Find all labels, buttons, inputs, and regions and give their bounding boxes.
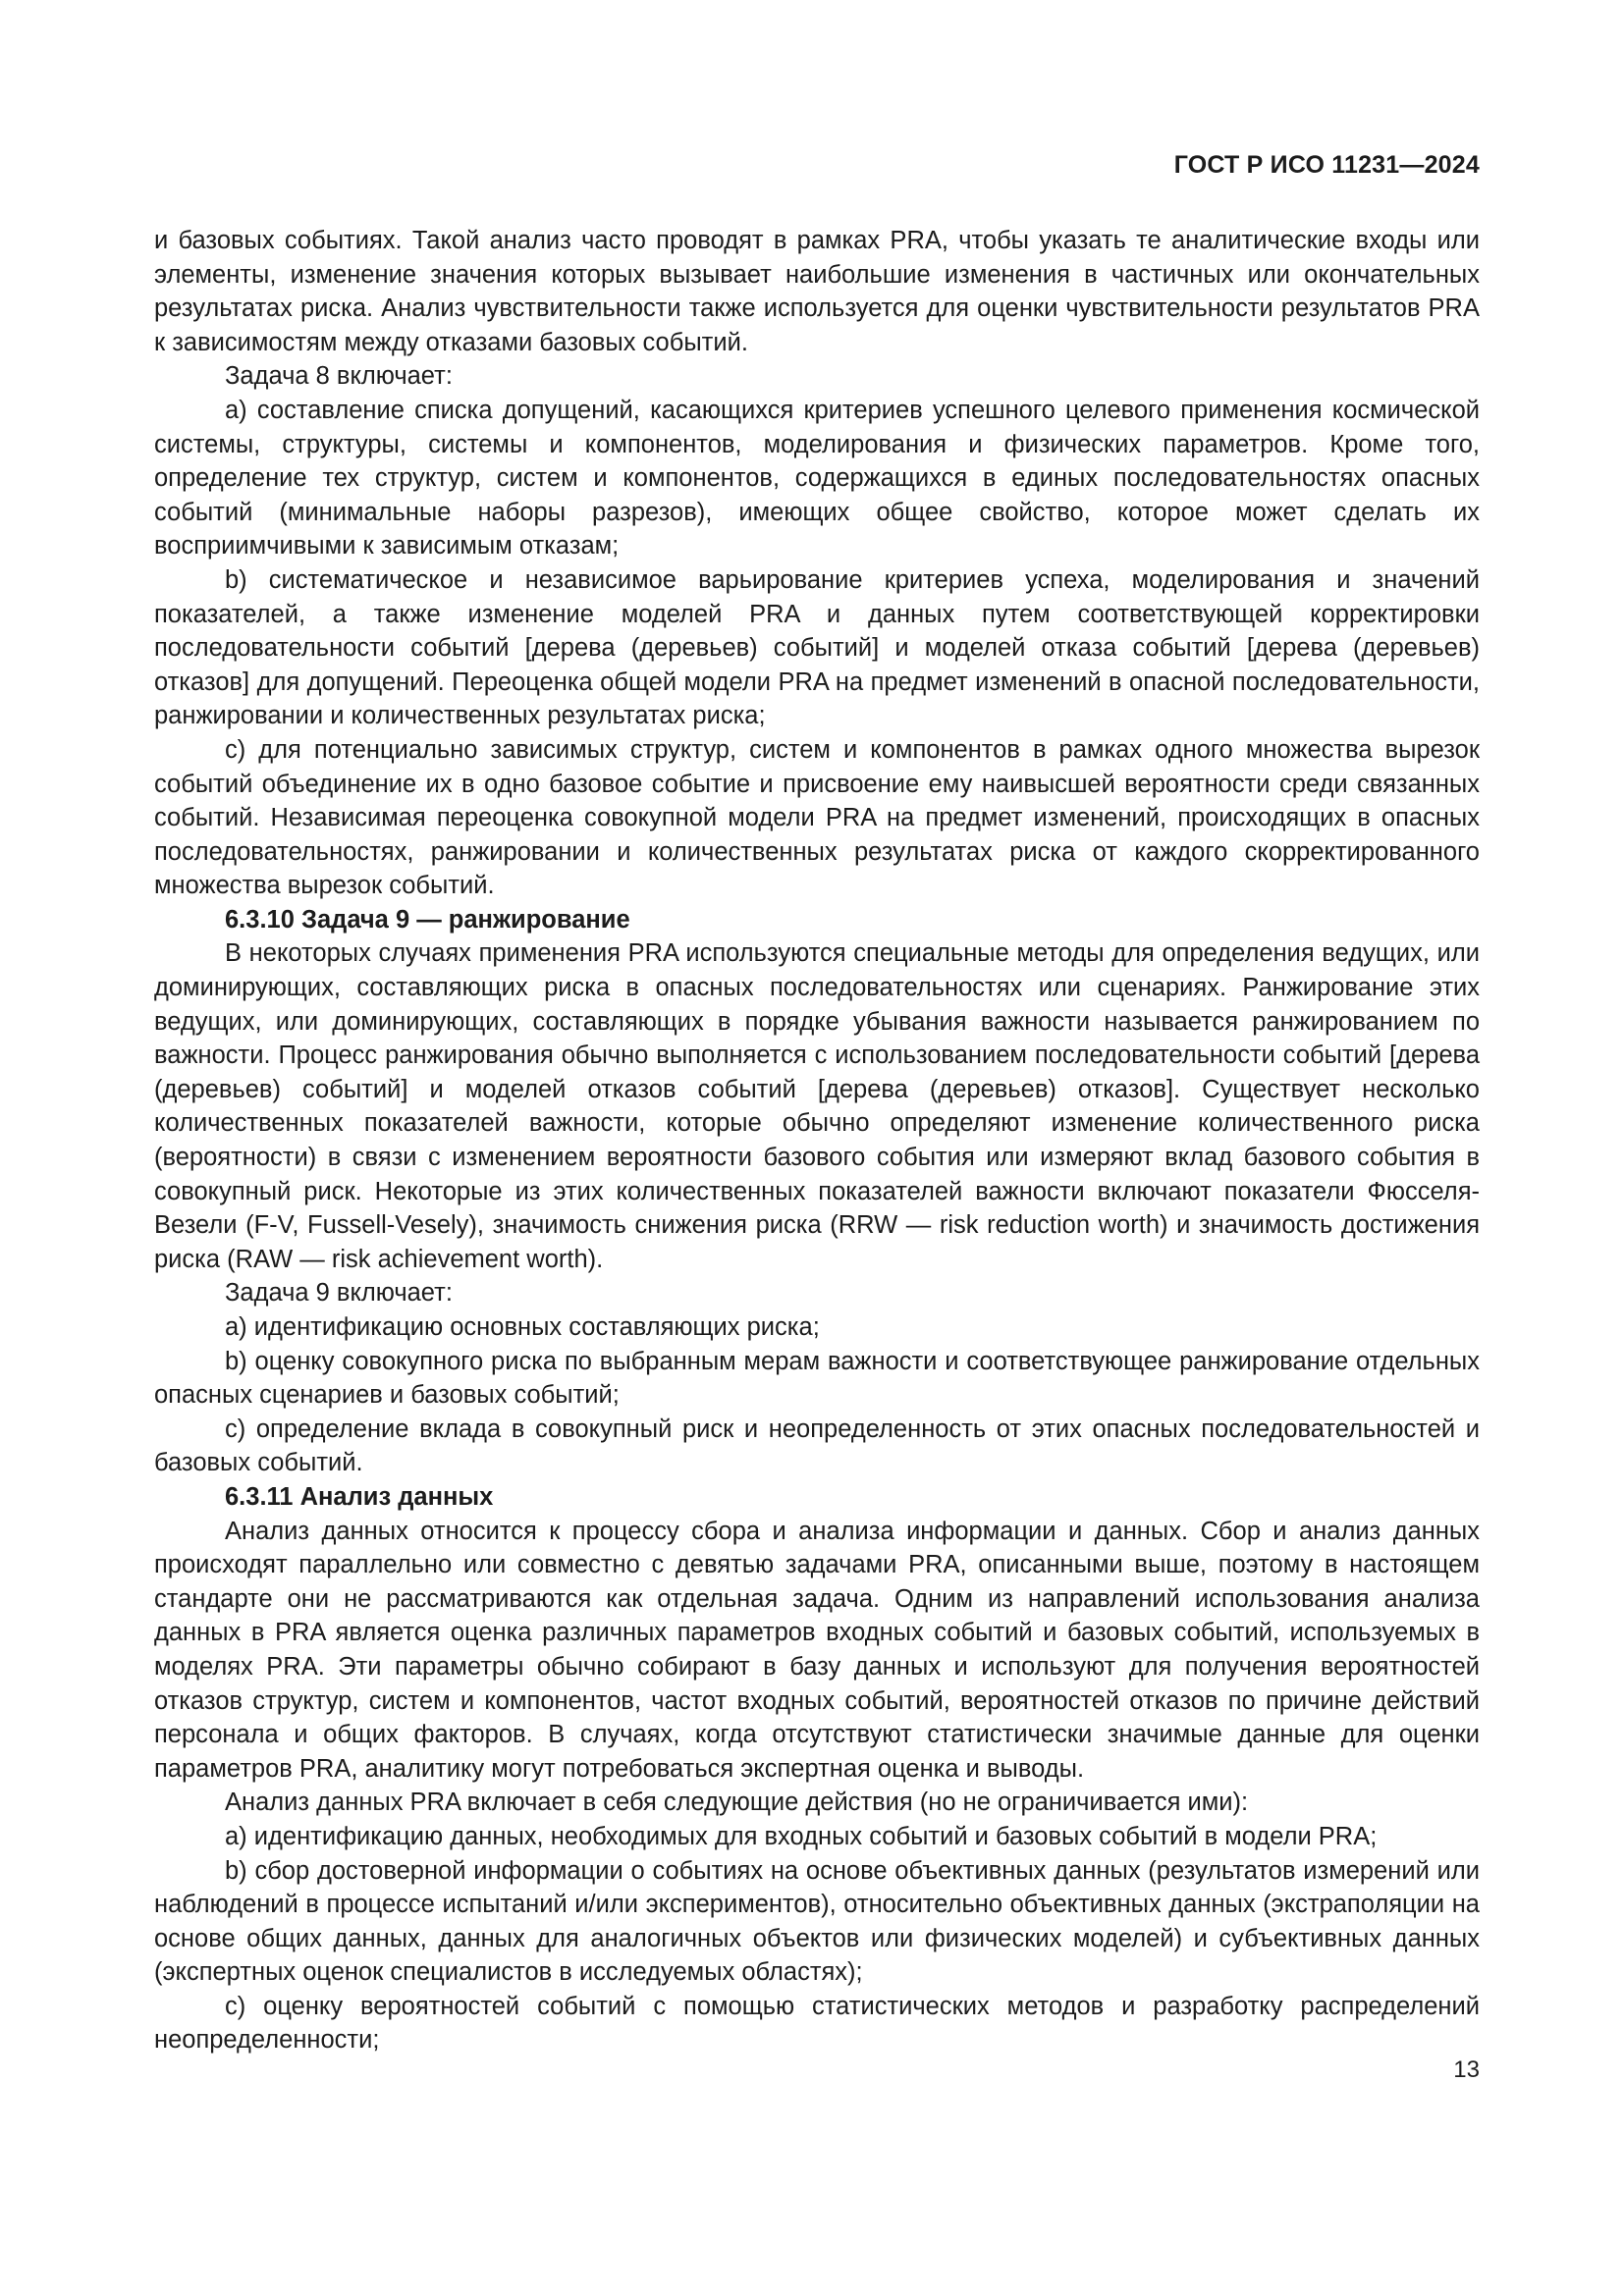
- paragraph-task8-intro: Задача 8 включает:: [225, 362, 453, 391]
- list-item-task8-c: c) для потенциально зависимых структур, систем и компонентов в рамках одного множества вырезок событий объединение их в одно базовое событие и присвоение ему наивысшей вероятности среди связанных событий. Независимая переоценка совокупной модели PRA на предмет изменений, происходящих в опасных последовательностях, ранжировании и количественных результатах риска от каждого скорректированного множества вырезок событий.: [154, 735, 1480, 900]
- list-item-data-c: c) оценку вероятностей событий с помощью статистических методов и разработку распределений неопределенности;: [154, 1992, 1480, 2055]
- document-body: [154, 224, 1480, 2057]
- paragraph-ranking: В некоторых случаях применения PRA используются специальные методы для определения ведущих, или доминирующих, составляющих риска в опасных последовательностях или сценариях. Ранжирование этих ведущих, или доминирующих, составляющих в порядке убывания важности называется ранжированием по важности. Процесс ранжирования обычно выполняется с использованием последовательности событий [дерева (деревьев) событий] и моделей отказов событий [дерева (деревьев) отказов]. Существует несколько количественных показателей важности, которые обычно определяют изменение количественного риска (вероятности) в связи с изменением вероятности базового события или измеряют вклад базового события в совокупный риск. Некоторые из этих количественных показателей важности включают показатели Фюсселя-Везели (F-V, Fussell-Vesely), значимость снижения риска (RRW — risk reduction worth) и значимость достижения риска (RAW — risk achievement worth).: [154, 939, 1480, 1273]
- list-item-task9-b: b) оценку совокупного риска по выбранным мерам важности и соответствующее ранжирование отдельных опасных сценариев и базовых событий;: [154, 1347, 1480, 1410]
- list-item-task9-a: a) идентификацию основных составляющих риска;: [225, 1313, 820, 1341]
- page-number: 13: [1453, 2056, 1480, 2083]
- paragraph-data-analysis-actions: Анализ данных PRA включает в себя следующие действия (но не ограничивается ими):: [225, 1789, 1249, 1817]
- list-item-task8-b: b) систематическое и независимое варьирование критериев успеха, моделирования и значений показателей, а также изменение моделей PRA и данных путем соответствующей корректировки последовательности событий [дерева (деревьев) событий] и моделей отказа событий [дерева (деревьев) отказов] для допущений. Переоценка общей модели PRA на предмет изменений в опасной последовательности, ранжировании и количественных результатах риска;: [154, 565, 1480, 730]
- paragraph-task9-intro: Задача 9 включает:: [225, 1279, 453, 1308]
- paragraph-data-analysis: Анализ данных относится к процессу сбора и анализа информации и данных. Сбор и анализ данных происходят параллельно или совместно с девятью задачами PRA, описанными выше, поэтому в настоящем стандарте они не рассматриваются как отдельная задача. Одним из направлений использования анализа данных в PRA является оценка различных параметров входных событий и базовых событий, используемых в моделях PRA. Эти параметры обычно собирают в базу данных и используют для получения вероятностей отказов структур, систем и компонентов, частот входных событий, вероятностей отказов по причине действий персонала и общих факторов. В случаях, когда отсутствуют статистически значимые данные для оценки параметров PRA, аналитику могут потребоваться экспертная оценка и выводы.: [154, 1517, 1480, 1783]
- list-item-task9-c: c) определение вклада в совокупный риск и неопределенность от этих опасных последовательностей и базовых событий.: [154, 1415, 1480, 1477]
- list-item-data-b: b) сбор достоверной информации о событиях на основе объективных данных (результатов измерений или наблюдений в процессе испытаний и/или экспериментов), относительно объективных данных (экстраполяции на основе общих данных, данных для аналогичных объектов или физических моделей) и субъективных данных (экспертных оценок специалистов в исследуемых областях);: [154, 1856, 1480, 1987]
- document-id-header: ГОСТ Р ИСО 11231—2024: [1173, 151, 1480, 179]
- list-item-data-a: a) идентификацию данных, необходимых для входных событий и базовых событий в модели PRA;: [225, 1822, 1378, 1850]
- paragraph-continuation: и базовых событиях. Такой анализ часто проводят в рамках PRA, чтобы указать те аналитические входы или элементы, изменение значения которых вызывает наибольшие изменения в частичных или окончательных результатах риска. Анализ чувствительности также используется для оценки чувствительности результатов PRA к зависимостям между отказами базовых событий.: [154, 227, 1480, 356]
- section-heading-6-3-11: 6.3.11 Анализ данных: [225, 1482, 494, 1511]
- section-heading-6-3-10: 6.3.10 Задача 9 — ранжирование: [225, 905, 630, 934]
- list-item-task8-a: a) составление списка допущений, касающихся критериев успешного целевого применения космической системы, структуры, системы и компонентов, моделирования и физических параметров. Кроме того, определение тех структур, систем и компонентов, содержащихся в единых последовательностях опасных событий (минимальные наборы разрезов), имеющих общее свойство, которое может сделать их восприимчивыми к зависимым отказам;: [154, 396, 1480, 561]
